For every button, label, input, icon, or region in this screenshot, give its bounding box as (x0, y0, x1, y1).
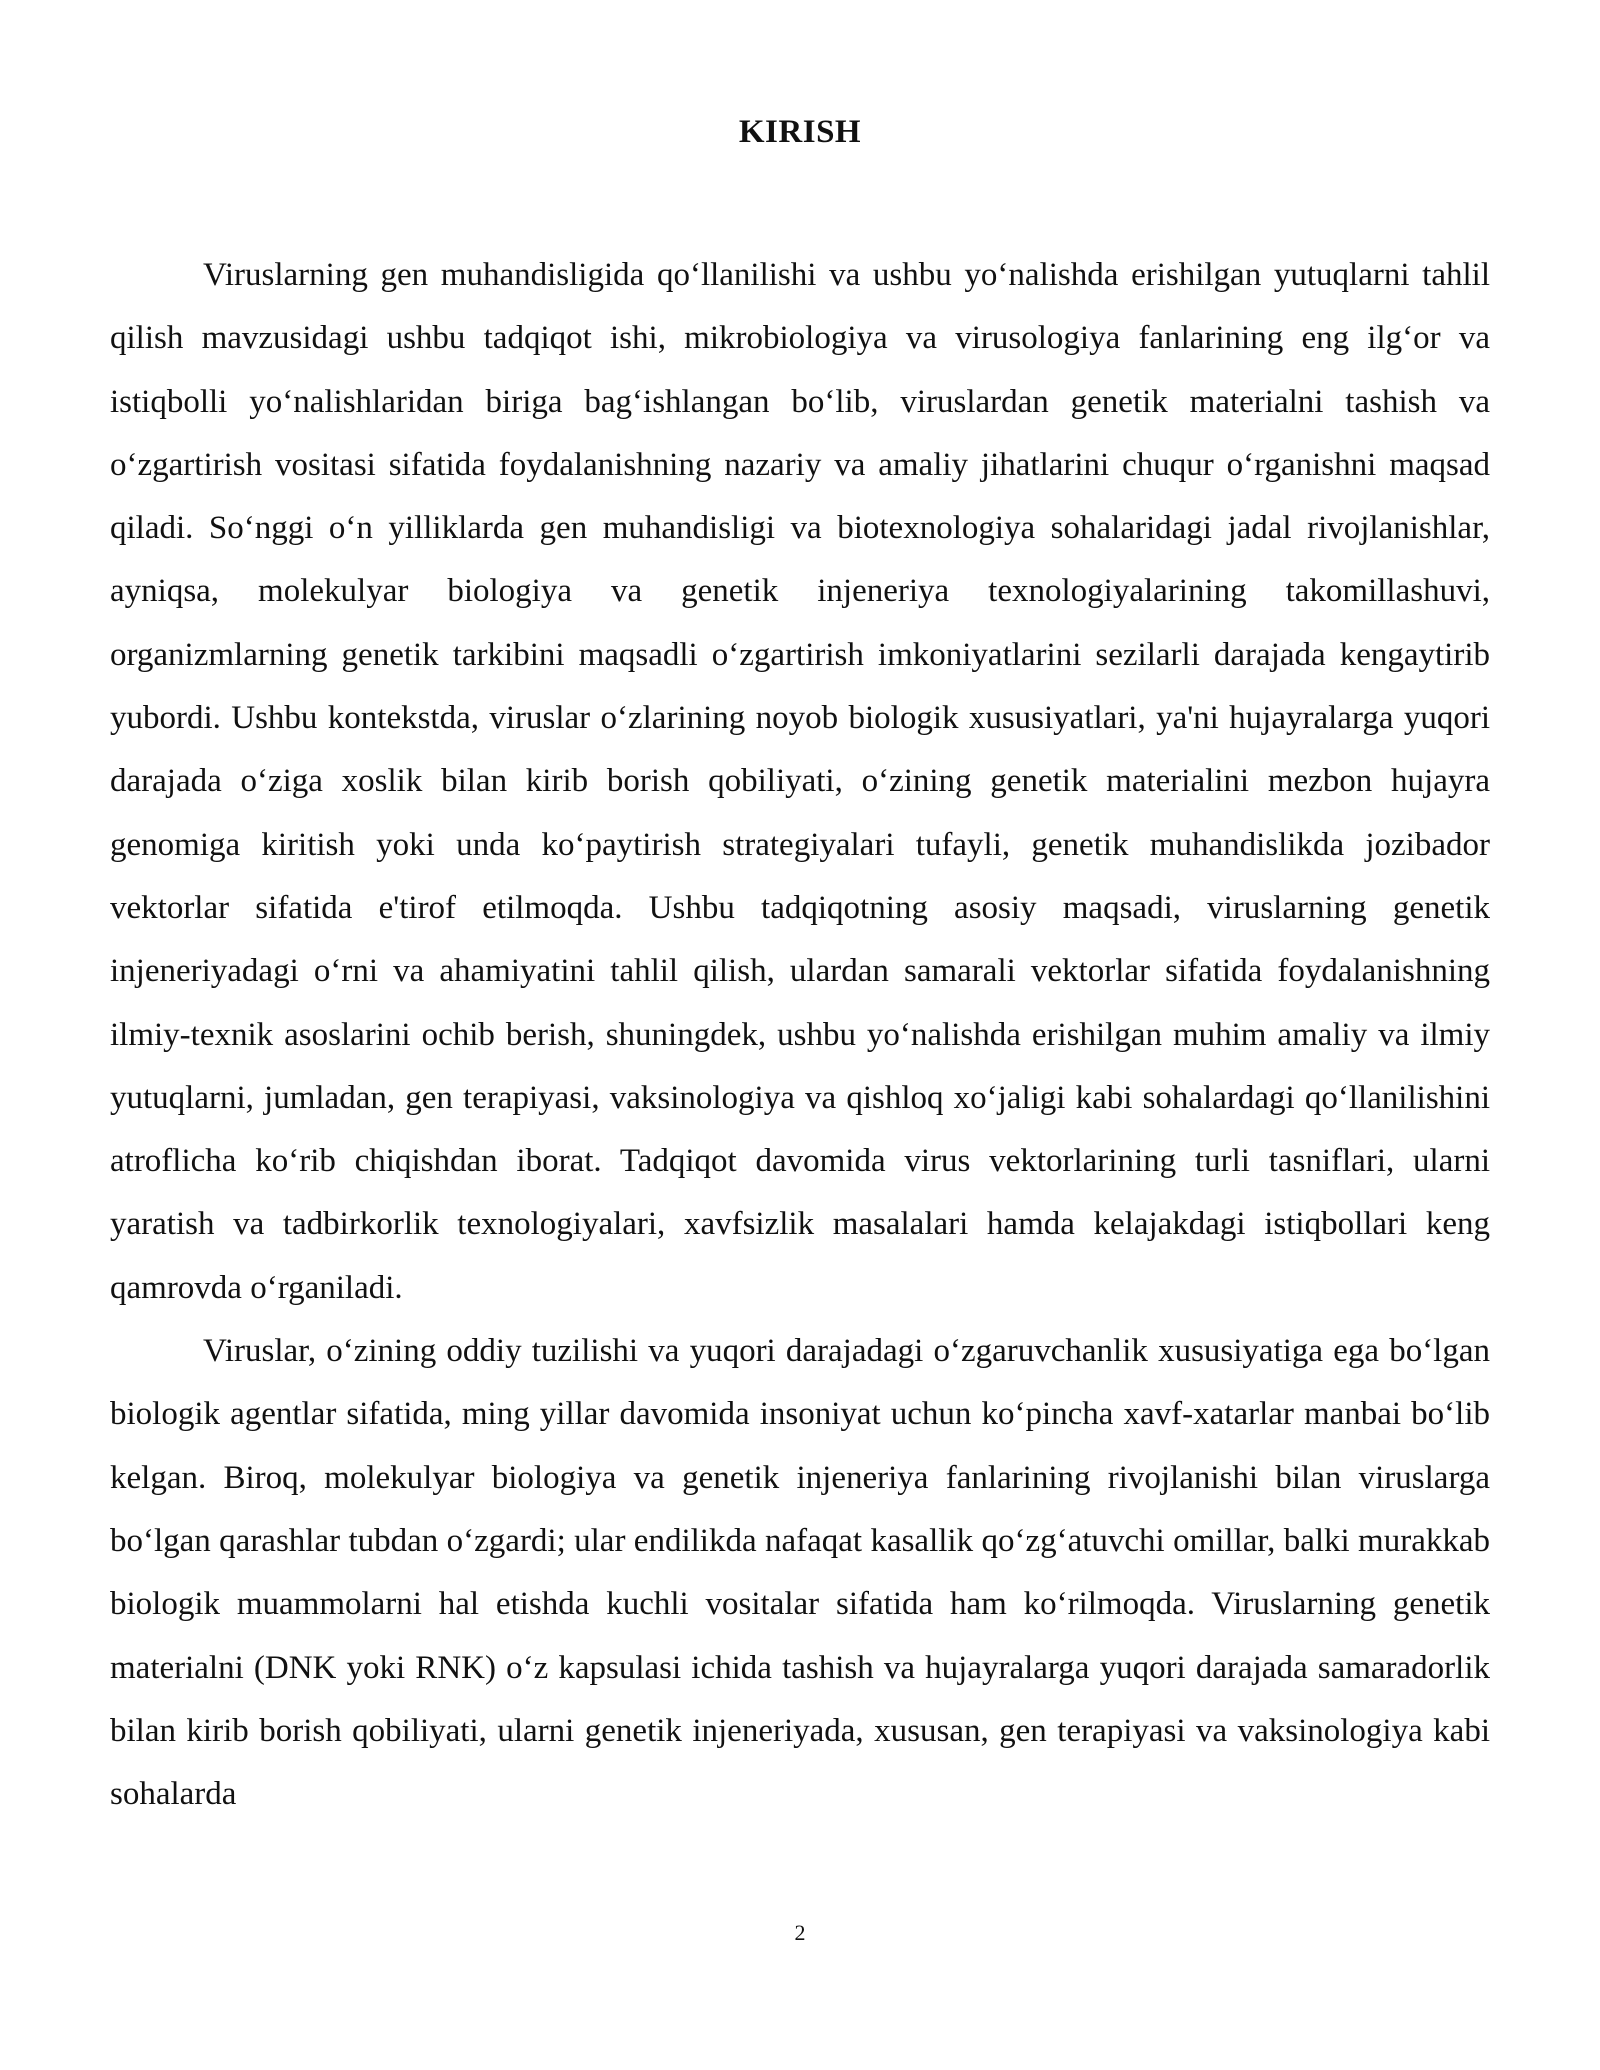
page-number: 2 (794, 1920, 806, 1945)
page-title: KIRISH (738, 114, 862, 150)
paragraph-1: Viruslarning gen muhandisligida qo‘llanilishi va ushbu yo‘nalishda erishilgan yutuqlarni tahlil qilish mavzusidagi ushbu tadqiqot ishi, mikrobiologiya va virusologiya fanlarining eng ilg‘or va istiqbolli yo‘nalishlaridan biriga bag‘ishlangan bo‘lib, viruslardan genetik materialni tashish va o‘zgartirish vositasi sifatida foydalanishning nazariy va amaliy jihatlarini chuqur o‘rganishni maqsad qiladi. So‘nggi o‘n yilliklarda gen muhandisligi va biotexnologiya sohalaridagi jadal rivojlanishlar, ayniqsa, molekulyar biologiya va genetik injeneriya texnologiyalarining takomillashuvi, organizmlarning genetik tarkibini maqsadli o‘zgartirish imkoniyatlarini sezilarli darajada kengaytirib yubordi. Ushbu kontekstda, viruslar o‘zlarining noyob biologik xususiyatlari, ya'ni hujayralarga yuqori darajada o‘ziga xoslik bilan kirib borish qobiliyati, o‘zining genetik materialini mezbon hujayra genomiga kiritish yoki unda ko‘paytirish strategiyalari tufayli, genetik muhandislikda jozibador vektorlar sifatida e'tirof etilmoqda. Ushbu tadqiqotning asosiy maqsadi, viruslarning genetik injeneriyadagi o‘rni va ahamiyatini tahlil qilish, ulardan samarali vektorlar sifatida foydalanishning ilmiy-texnik asoslarini ochib berish, shuningdek, ushbu yo‘nalishda erishilgan muhim amaliy va ilmiy yutuqlarni, jumladan, gen terapiyasi, vaksinologiya va qishloq xo‘jaligi kabi sohalardagi qo‘llanilishini atroflicha ko‘rib chiqishdan iborat. Tadqiqot davomida virus vektorlarining turli tasniflari, ularni yaratish va tadbirkorlik texnologiyalari, xavfsizlik masalalari hamda kelajakdagi istiqbollari keng qamrovda o‘rganiladi. (110, 257, 1490, 1306)
body-text (110, 244, 1490, 1826)
paragraph-2: Viruslar, o‘zining oddiy tuzilishi va yuqori darajadagi o‘zgaruvchanlik xususiyatiga ega bo‘lgan biologik agentlar sifatida, ming yillar davomida insoniyat uchun ko‘pincha xavf-xatarlar manbai bo‘lib kelgan. Biroq, molekulyar biologiya va genetik injeneriya fanlarining rivojlanishi bilan viruslarga bo‘lgan qarashlar tubdan o‘zgardi; ular endilikda nafaqat kasallik qo‘zg‘atuvchi omillar, balki murakkab biologik muammolarni hal etishda kuchli vositalar sifatida ham ko‘rilmoqda. Viruslarning genetik materialni (DNK yoki RNK) o‘z kapsulasi ichida tashish va hujayralarga yuqori darajada samaradorlik bilan kirib borish qobiliyati, ularni genetik injeneriyada, xususan, gen terapiyasi va vaksinologiya kabi sohalarda (110, 1333, 1490, 1813)
